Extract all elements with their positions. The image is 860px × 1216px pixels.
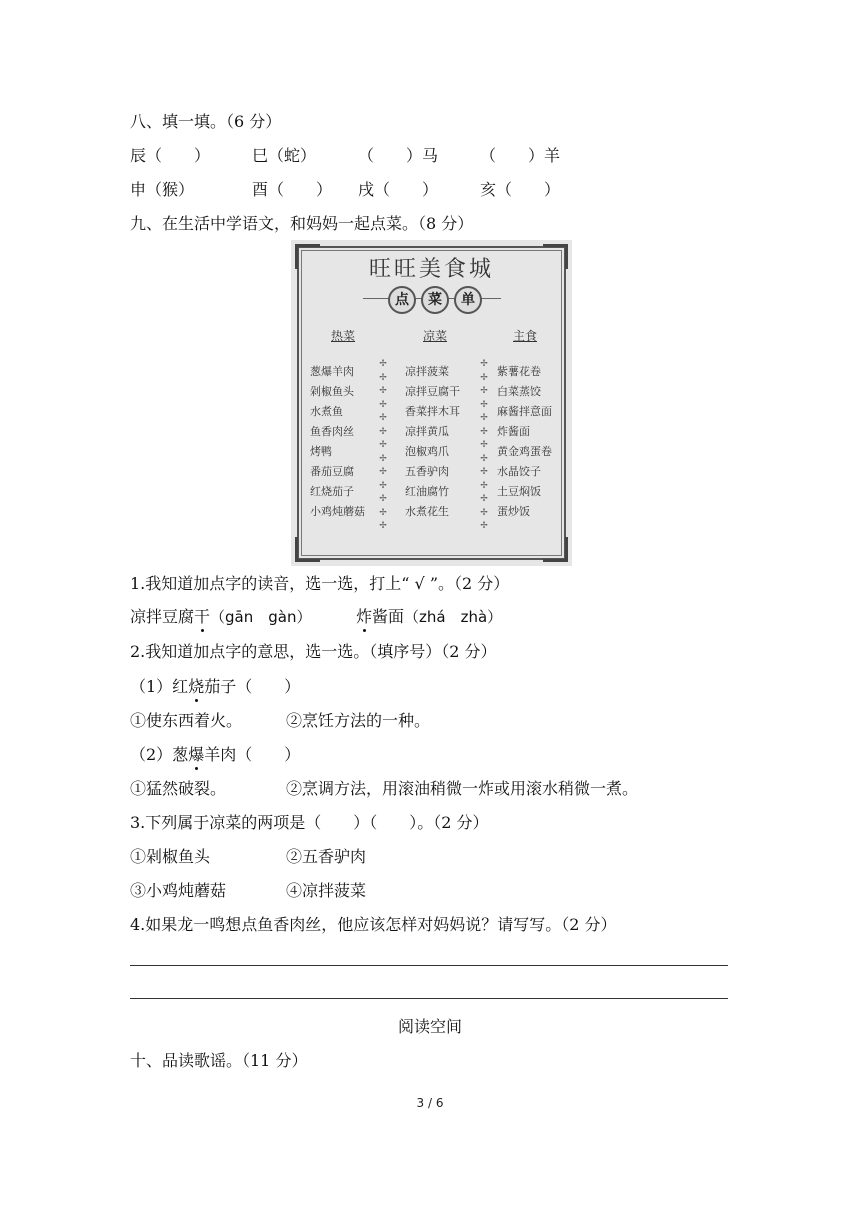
option: ②五香驴肉	[286, 847, 367, 866]
menu-item: 小鸡炖蘑菇	[310, 505, 365, 518]
section-9-title: 九、在生活中学语文，和妈妈一起点菜。（8 分）	[130, 214, 474, 233]
corner-ornament	[543, 537, 568, 562]
menu-item: 红油腐竹	[405, 485, 449, 498]
menu-image	[291, 240, 572, 566]
menu-item: 黄金鸡蛋卷	[497, 445, 552, 458]
column-heading: 主食	[513, 329, 538, 343]
menu-column-cold	[405, 362, 460, 522]
section-heading: 阅读空间	[397, 1017, 462, 1036]
menu-title: 旺旺美食城	[368, 257, 494, 282]
menu-column-staple	[497, 362, 552, 522]
section-8-title: 八、填一填。（6 分）	[130, 112, 282, 131]
dotted-char: 烧	[188, 677, 205, 696]
option: ④凉拌菠菜	[286, 881, 367, 900]
fill-item: 戌（ ）	[358, 180, 439, 199]
question-4: 4.如果龙一鸣想点鱼香肉丝，他应该怎样对妈妈说？请写写。（2 分）	[130, 915, 617, 934]
fill-item: （ ）羊	[480, 146, 561, 165]
q2-sub-2-prefix: （2）葱	[130, 745, 189, 764]
fill-item: 酉（ ）	[252, 180, 333, 199]
menu-item: 烤鸭	[310, 445, 332, 458]
page-number: 3 / 6	[416, 1096, 444, 1110]
menu-item: 剁椒鱼头	[310, 385, 354, 398]
menu-item: 蛋炒饭	[497, 505, 530, 518]
menu-item: 凉拌菠菜	[405, 365, 449, 378]
menu-item: 泡椒鸡爪	[405, 445, 449, 458]
answer-line[interactable]	[130, 998, 728, 999]
q2-sub-2-suffix: 羊肉（ ）	[204, 745, 301, 764]
option: ②烹饪方法的一种。	[286, 711, 431, 730]
q1-item-2	[356, 607, 502, 627]
menu-item: 水煮鱼	[310, 405, 343, 418]
option: ①使东西着火。	[130, 711, 243, 730]
column-divider: ✢ ✢ ✢ ✢ ✢ ✢ ✢ ✢ ✢ ✢ ✢ ✢ ✢	[379, 359, 387, 531]
menu-item: 鱼香肉丝	[310, 425, 354, 438]
subtitle-char: 点	[388, 286, 416, 314]
option: ②烹调方法，用滚油稍微一炸或用滚水稍微一煮。	[286, 779, 639, 798]
column-heading: 凉菜	[423, 329, 448, 343]
menu-item: 凉拌豆腐干	[405, 385, 460, 398]
question-1: 1.我知道加点字的读音，选一选，打上“ √ ”。（2 分）	[130, 574, 510, 593]
menu-column-hot	[310, 362, 365, 522]
menu-item: 炸酱面	[497, 425, 530, 438]
q2-sub-1-suffix: 茄子（ ）	[204, 677, 301, 696]
fill-item: 辰（ ）	[130, 146, 211, 165]
answer-line[interactable]	[130, 965, 728, 966]
menu-item: 麻酱拌意面	[497, 405, 552, 418]
menu-item: 香菜拌木耳	[405, 405, 460, 418]
fill-item: 申（猴）	[130, 180, 195, 199]
corner-ornament	[295, 537, 320, 562]
menu-item: 白菜蒸饺	[497, 385, 541, 398]
pinyin-options: （gān gàn）	[210, 608, 312, 626]
option: ③小鸡炖蘑菇	[130, 881, 227, 900]
option: ①剁椒鱼头	[130, 847, 211, 866]
q2-sub-1	[130, 677, 300, 697]
dotted-char: 炸	[356, 607, 373, 626]
question-3: 3.下列属于凉菜的两项是（ ）（ ）。（2 分）	[130, 813, 489, 832]
subtitle-char: 菜	[421, 286, 449, 314]
menu-item: 番茄豆腐	[310, 465, 354, 478]
dotted-char: 干	[194, 607, 211, 626]
menu-item: 红烧茄子	[310, 485, 354, 498]
menu-item: 葱爆羊肉	[310, 365, 354, 378]
menu-item: 紫薯花卷	[497, 365, 541, 378]
menu-item: 土豆焖饭	[497, 485, 541, 498]
section-10-title: 十、品读歌谣。（11 分）	[130, 1051, 308, 1070]
q1-item-1	[130, 607, 311, 627]
menu-item: 凉拌黄瓜	[405, 425, 449, 438]
q1-item-1-text: 凉拌豆腐	[130, 607, 195, 626]
pinyin-options: （zhá zhà）	[404, 608, 503, 626]
fill-item: 巳（蛇）	[252, 146, 317, 165]
subtitle-char: 单	[454, 286, 482, 314]
dotted-char: 爆	[188, 745, 205, 764]
q2-sub-1-prefix: （1）红	[130, 677, 189, 696]
q1-item-2-text: 酱面	[372, 607, 405, 626]
menu-item: 水晶饺子	[497, 465, 541, 478]
fill-item: 亥（ ）	[480, 180, 561, 199]
fill-item: （ ）马	[358, 146, 439, 165]
q2-sub-2	[130, 745, 300, 765]
column-divider: ✢ ✢ ✢ ✢ ✢ ✢ ✢ ✢ ✢ ✢ ✢ ✢ ✢	[480, 359, 488, 531]
question-2: 2.我知道加点字的意思，选一选。（填序号）（2 分）	[130, 642, 497, 661]
menu-item: 五香驴肉	[405, 465, 449, 478]
column-heading: 热菜	[331, 329, 356, 343]
option: ①猛然破裂。	[130, 779, 227, 798]
menu-item: 水煮花生	[405, 505, 449, 518]
